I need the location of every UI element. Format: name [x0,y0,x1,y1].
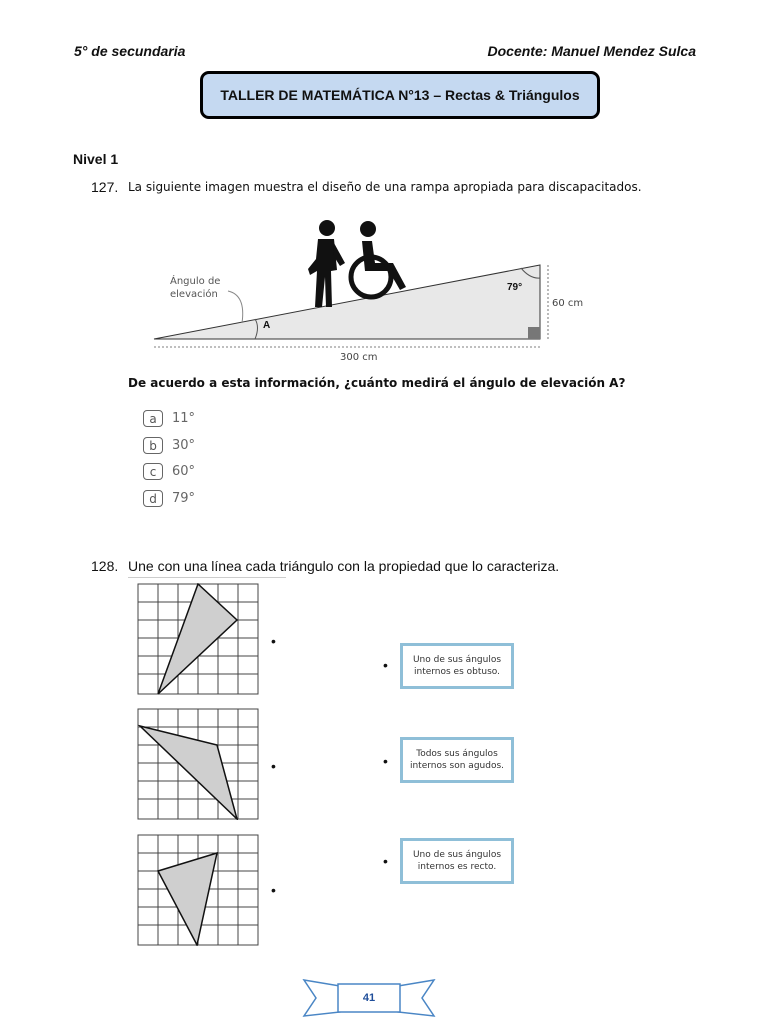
question-128-number: 128. [91,558,119,574]
level-heading: Nivel 1 [73,151,119,167]
option-a-letter: a [143,410,163,427]
angle-caption-line1: Ángulo de [170,276,221,287]
option-c[interactable] [143,462,195,481]
option-d-letter: d [143,490,163,507]
option-d[interactable] [143,489,195,508]
question-128-text: Une con una línea cada triángulo con la propiedad que lo caracteriza. [128,558,560,574]
option-a-value: 11° [172,411,196,426]
right-angle-mark [528,327,540,339]
top-angle-label: 79° [507,282,523,293]
option-a[interactable] [143,409,195,428]
triangle-2-bullet[interactable]: • [271,758,276,774]
option-c-letter: c [143,463,163,480]
property-3-bullet[interactable]: • [383,853,388,869]
property-box-obtuse: Uno de sus ángulos internos es obtuso. [400,643,514,689]
divider [128,577,286,578]
triangle-3-bullet[interactable]: • [271,882,276,898]
worksheet-title: TALLER DE MATEMÁTICA N°13 – Rectas & Triángulos [200,71,600,119]
triangle-3 [158,853,217,945]
option-b-value: 30° [172,438,196,453]
triangle-grid-2 [137,708,259,820]
header-teacher: Docente: Manuel Mendez Sulca [487,43,696,59]
caption-arrow [228,291,243,323]
triangle-2 [140,726,237,819]
triangle-grid-3 [137,834,259,946]
question-127-number: 127. [91,179,119,195]
option-c-value: 60° [172,464,196,479]
height-label: 60 cm [552,298,584,309]
property-2-bullet[interactable]: • [383,753,388,769]
option-b[interactable] [143,436,195,455]
option-d-value: 79° [172,491,196,506]
angle-a-label: A [263,320,271,331]
property-box-acute: Todos sus ángulos internos son agudos. [400,737,514,783]
question-127-text: La siguiente imagen muestra el diseño de una rampa apropiada para discapacitados. [128,180,642,194]
base-label: 300 cm [340,352,378,363]
person-walking-icon [308,220,345,307]
triangle-grid-1 [137,583,259,695]
triangle-1-bullet[interactable]: • [271,633,276,649]
header-course: 5° de secundaria [74,43,186,59]
page-number: 41 [362,992,376,1004]
option-b-letter: b [143,437,163,454]
property-1-bullet[interactable]: • [383,657,388,673]
angle-caption-line2: elevación [170,289,218,300]
question-127-prompt: De acuerdo a esta información, ¿cuánto medirá el ángulo de elevación A? [128,376,626,390]
angle-caption [170,275,220,301]
wheelchair-icon [351,221,406,297]
property-box-right: Uno de sus ángulos internos es recto. [400,838,514,884]
